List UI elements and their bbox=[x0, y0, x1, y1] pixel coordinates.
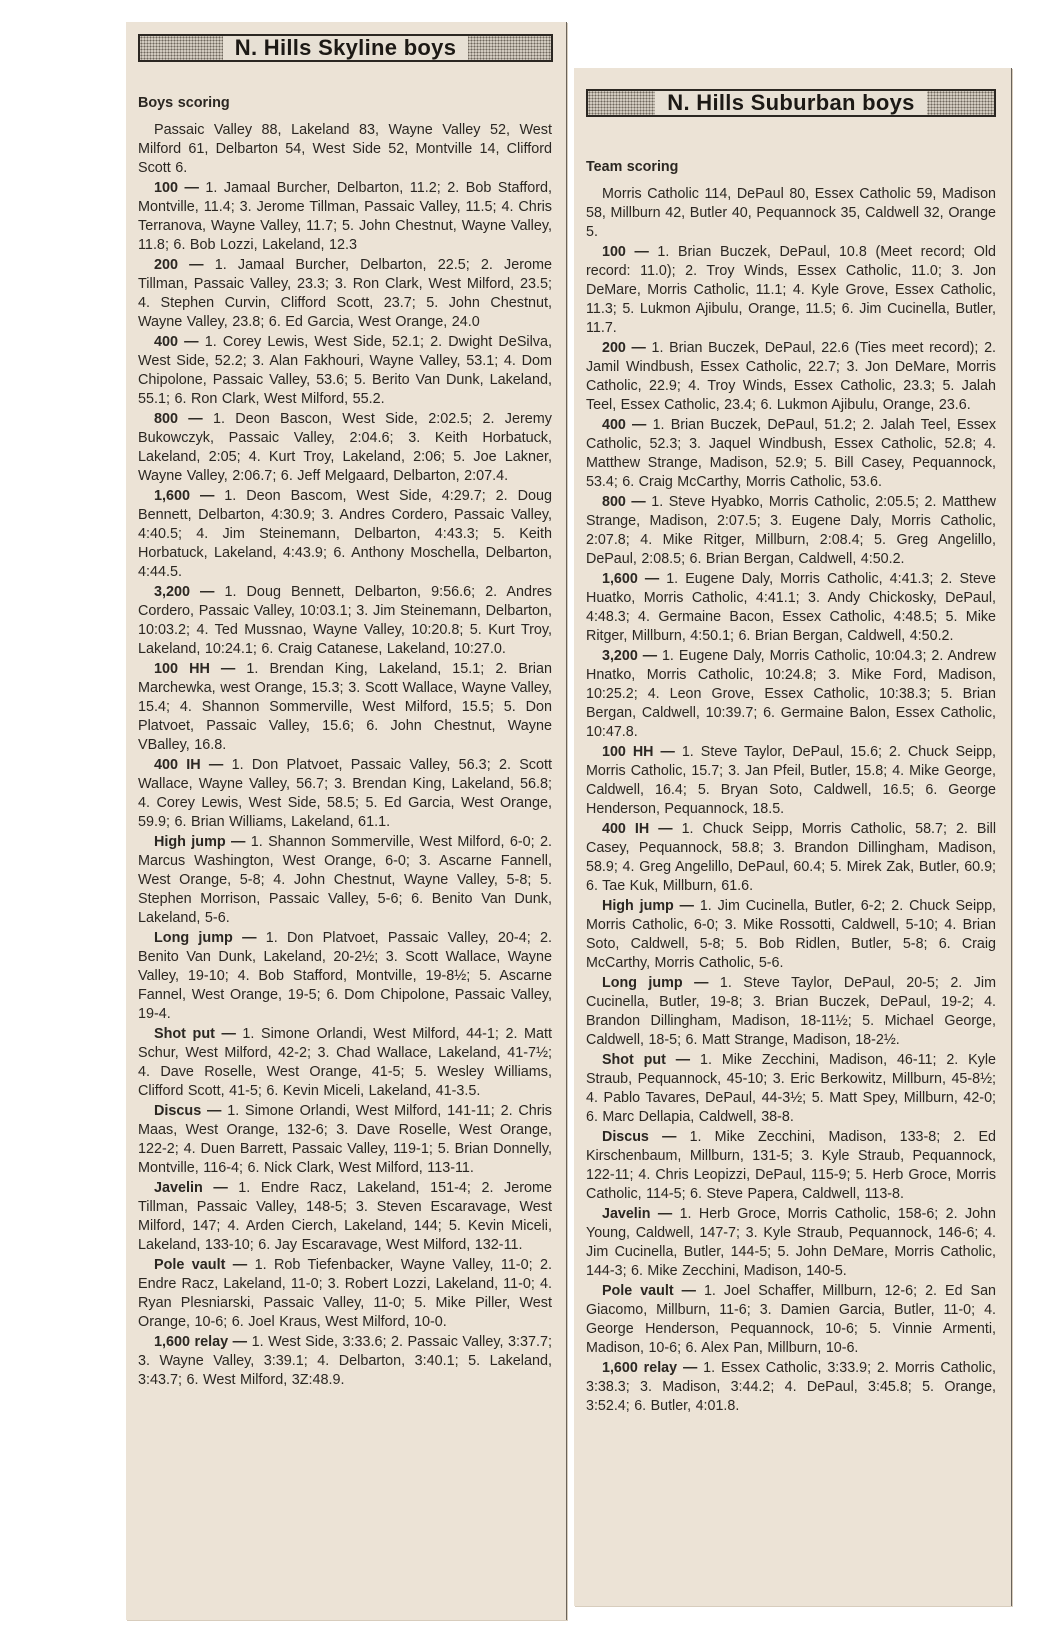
event-result bbox=[586, 647, 996, 742]
event-placings: 1. West Side, 3:33.6; 2. Passaic Valley, 3:37.7; 3. Wayne Valley, 3:39.1; 4. Delbarton, 3:40.1; 5. Lakeland, 3:43.7; 6. West Milford, 3Z:48.9. bbox=[138, 1334, 552, 1388]
event-placings: 1. Deon Bascon, West Side, 2:02.5; 2. Jeremy Bukowczyk, Passaic Valley, 2:04.6; 3. Keith Horbatuck, Lakeland, 2:05; 4. Kurt Troy, Lakeland, 2:06; 5. Joe Lakner, Wayne Valley, 2:06.7; 6. Jeff Melgaard, Delbarton, 2:07.4. bbox=[138, 411, 552, 484]
event-placings: 1. Mike Zecchini, Madison, 133-8; 2. Ed Kirschenbaum, Millburn, 131-5; 3. Kyle Straub, Pequannock, 122-11; 4. Chris Leopizzi, DePaul, 115-9; 5. Herb Groce, Morris Catholic, 114-5; 6. Steve Papera, Caldwell, 113-8. bbox=[586, 1129, 996, 1202]
event-result bbox=[586, 897, 996, 973]
event-placings: 1. Rob Tiefenbacker, Wayne Valley, 11-0; 2. Endre Racz, Lakeland, 11-0; 3. Robert Lozzi, Lakeland, 11-0; 4. Ryan Plesniarski, Passaic Valley, 11-0; 5. Mike Piller, West Orange, 10-6; 6. Joel Kraus, West Milford, 10-0. bbox=[138, 1257, 552, 1330]
event-name: Long jump — bbox=[154, 930, 257, 946]
event-name: Pole vault — bbox=[602, 1283, 696, 1299]
suburban-event-list bbox=[586, 243, 996, 1416]
event-placings: 1. Mike Zecchini, Madison, 46-11; 2. Kyle Straub, Pequannock, 45-10; 3. Eric Berkowitz, Millburn, 45-8½; 4. Pablo Tavares, DePaul, 44-3½; 5. Matt Spey, Millburn, 42-0; 6. Marc Dellapia, Caldwell, 38-8. bbox=[586, 1052, 996, 1125]
event-result bbox=[586, 1359, 996, 1416]
suburban-title-banner bbox=[586, 89, 996, 117]
event-placings: 1. Essex Catholic, 3:33.9; 2. Morris Catholic, 3:38.3; 3. Madison, 3:44.2; 4. DePaul, 3:45.8; 5. Orange, 3:52.4; 6. Butler, 4:01.8. bbox=[586, 1360, 996, 1414]
event-name: 400 IH — bbox=[602, 821, 673, 837]
suburban-results-column bbox=[586, 153, 996, 1417]
event-result bbox=[586, 974, 996, 1050]
event-name: 400 — bbox=[602, 417, 647, 433]
event-name: Javelin — bbox=[602, 1206, 673, 1222]
skyline-results-column bbox=[138, 89, 552, 1391]
event-placings: 1. Brendan King, Lakeland, 15.1; 2. Brian Marchewka, west Orange, 15.3; 3. Scott Wallace, Wayne Valley, 15.4; 4. Shannon Sommerville, West Milford, 15.5; 5. Don Platvoet, Passaic Valley, 15.6; 6. John Chestnut, Wayne VBalley, 16.8. bbox=[138, 661, 553, 753]
event-placings: 1. Doug Bennett, Delbarton, 9:56.6; 2. Andres Cordero, Passaic Valley, 10:03.1; 3. Jim Steinemann, Delbarton, 10:03.2; 4. Ted Mussnao, Wayne Valley, 10:20.8; 5. Kurt Troy, Lakeland, 10:24.1; 6. Craig Catanese, Lakeland, 10:27.0. bbox=[138, 584, 552, 657]
event-placings: 1. Jim Cucinella, Butler, 6-2; 2. Chuck Seipp, Morris Catholic, 6-0; 3. Mike Rossotti, Caldwell, 5-10; 4. Brian Soto, Caldwell, 5-8; 5. Bob Ridlen, Butler, 5-8; 6. Craig McCarthy, Morris Catholic, 5-6. bbox=[586, 898, 996, 971]
event-result bbox=[586, 743, 996, 819]
event-name: 400 IH — bbox=[154, 757, 224, 773]
event-result bbox=[586, 1205, 996, 1281]
event-result bbox=[138, 756, 552, 832]
event-result bbox=[138, 1102, 552, 1178]
event-result bbox=[586, 1051, 996, 1127]
event-result bbox=[586, 243, 996, 338]
suburban-team-scoring: Morris Catholic 114, DePaul 80, Essex Catholic 59, Madison 58, Millburn 42, Butler 40, Pequannock 35, Caldwell 32, Orange 5. bbox=[586, 186, 996, 240]
suburban-title: N. Hills Suburban boys bbox=[655, 91, 926, 115]
event-result bbox=[138, 833, 552, 928]
event-placings: 1. Brian Buczek, DePaul, 22.6 (Ties meet record); 2. Jamil Windbush, Essex Catholic, 22.7; 3. Jon DeMare, Morris Catholic, 22.9; 4. Troy Winds, Essex Catholic, 23.3; 5. Jalah Teel, Essex Catholic, 23.4; 6. Lukmon Ajibulu, Orange, 23.6. bbox=[586, 340, 996, 413]
event-placings: 1. Steve Taylor, DePaul, 20-5; 2. Jim Cucinella, Butler, 19-8; 3. Brian Buczek, DePaul, 19-2; 4. Brandon Dillingham, Madison, 18-11½; 5. Michael George, Caldwell, 18-5; 6. Matt Strange, Madison, 18-2½. bbox=[586, 975, 996, 1048]
event-placings: 1. Chuck Seipp, Morris Catholic, 58.7; 2. Bill Casey, Pequannock, 58.8; 3. Brandon Dillingham, Madison, 58.9; 4. Greg Angelillo, DePaul, 60.4; 5. Mirek Zak, Butler, 60.9; 6. Tae Kuk, Millburn, 61.6. bbox=[586, 821, 996, 894]
event-result bbox=[138, 583, 552, 659]
event-result bbox=[586, 339, 996, 415]
event-name: 200 — bbox=[154, 257, 204, 273]
event-placings: 1. Steve Taylor, DePaul, 15.6; 2. Chuck Seipp, Morris Catholic, 15.7; 3. Jan Pfeil, Butler, 15.8; 4. Mike George, Caldwell, 16.4; 5. Bryan Soto, Caldwell, 16.5; 6. George Henderson, Pequannock, 18.5. bbox=[586, 744, 997, 817]
event-result bbox=[138, 1256, 552, 1332]
skyline-team-scoring: Passaic Valley 88, Lakeland 83, Wayne Valley 52, West Milford 61, Delbarton 54, West Side 52, Montville 14, Clifford Scott 6. bbox=[138, 122, 552, 176]
event-result bbox=[586, 416, 996, 492]
event-result bbox=[138, 660, 552, 755]
event-placings: 1. Jamaal Burcher, Delbarton, 11.2; 2. Bob Stafford, Montville, 11.4; 3. Jerome Tillman, Passaic Valley, 11.5; 4. Chris Terranova, Wayne Valley, 11.7; 5. John Chestnut, Wayne Valley, 11.8; 6. Bob Lozzi, Lakeland, 12.3 bbox=[138, 180, 552, 253]
event-result bbox=[586, 493, 996, 569]
event-result bbox=[586, 1128, 996, 1204]
event-placings: 1. Deon Bascom, West Side, 4:29.7; 2. Doug Bennett, Delbarton, 4:30.9; 3. Andres Cordero, Passaic Valley, 4:40.5; 4. Jim Steinemann, Delbarton, 4:43.3; 5. Keith Horbatuck, Lakeland, 4:43.9; 6. Anthony Moschella, Delbarton, 4:44.5. bbox=[138, 488, 552, 580]
event-result bbox=[138, 1025, 552, 1101]
event-name: Long jump — bbox=[602, 975, 709, 991]
event-result bbox=[138, 256, 552, 332]
event-result bbox=[138, 487, 552, 582]
event-name: Shot put — bbox=[602, 1052, 691, 1068]
event-result bbox=[138, 179, 552, 255]
event-name: 3,200 — bbox=[154, 584, 215, 600]
event-placings: 1. Don Platvoet, Passaic Valley, 56.3; 2. Scott Wallace, Wayne Valley, 56.7; 3. Brendan King, Lakeland, 56.8; 4. Corey Lewis, West Side, 58.5; 5. Ed Garcia, West Orange, 59.9; 6. Brian Williams, Lakeland, 61.1. bbox=[138, 757, 552, 830]
event-name: Javelin — bbox=[154, 1180, 228, 1196]
event-placings: 1. Brian Buczek, DePaul, 10.8 (Meet record; Old record: 11.0); 2. Troy Winds, Essex Catholic, 11.0; 3. Jon DeMare, Morris Catholic, 11.1; 4. Kyle Grove, Essex Catholic, 11.3; 5. Lukmon Ajibulu, Orange, 11.5; 6. Jim Cucinella, Butler, 11.7. bbox=[586, 244, 996, 336]
event-placings: 1. Eugene Daly, Morris Catholic, 4:41.3; 2. Steve Huatko, Morris Catholic, 4:41.1; 3. Andy Chickosky, DePaul, 4:48.3; 4. Germaine Bacon, Essex Catholic, 4:48.5; 5. Mike Ritger, Millburn, 4:50.1; 6. Brian Bergan, Caldwell, 4:50.2. bbox=[586, 571, 997, 644]
event-result bbox=[138, 929, 552, 1024]
event-placings: 1. Jamaal Burcher, Delbarton, 22.5; 2. Jerome Tillman, Passaic Valley, 23.3; 3. Ron Clark, West Milford, 23.5; 4. Stephen Curvin, Clifford Scott, 23.7; 5. John Chestnut, Wayne Valley, 23.8; 6. Ed Garcia, West Orange, 24.0 bbox=[138, 257, 553, 330]
event-name: 100 — bbox=[602, 244, 649, 260]
event-name: 100 HH — bbox=[602, 744, 675, 760]
event-name: Pole vault — bbox=[154, 1257, 248, 1273]
event-name: 1,600 — bbox=[154, 488, 215, 504]
event-result bbox=[586, 570, 996, 646]
event-placings: 1. Joel Schaffer, Millburn, 12-6; 2. Ed San Giacomo, Millburn, 11-6; 3. Damien Garcia, Butler, 11-0; 4. George Henderson, Pequannock, 10-6; 5. Vinnie Armenti, Madison, 10-6; 6. Alex Pan, Millburn, 10-6. bbox=[586, 1283, 996, 1356]
event-result bbox=[138, 333, 552, 409]
event-name: High jump — bbox=[154, 834, 246, 850]
skyline-event-list bbox=[138, 179, 552, 1390]
event-result bbox=[138, 1333, 552, 1390]
suburban-clipping bbox=[574, 68, 1012, 1606]
event-result bbox=[586, 1282, 996, 1358]
event-result bbox=[138, 410, 552, 486]
event-placings: 1. Eugene Daly, Morris Catholic, 10:04.3; 2. Andrew Hnatko, Morris Catholic, 10:24.8; 3. Mike Ford, Madison, 10:25.2; 4. Leon Grove, Essex Catholic, 10:38.3; 5. Brian Bergan, Caldwell, 10:39.7; 6. Germaine Balon, Essex Catholic, 10:47.8. bbox=[586, 648, 996, 740]
event-result bbox=[586, 820, 996, 896]
event-name: 1,600 relay — bbox=[154, 1334, 248, 1350]
event-name: 100 HH — bbox=[154, 661, 236, 677]
event-name: Shot put — bbox=[154, 1026, 236, 1042]
event-placings: 1. Brian Buczek, DePaul, 51.2; 2. Jalah Teel, Essex Catholic, 52.3; 3. Jaquel Windbush, Essex Catholic, 52.8; 4. Matthew Strange, Madison, 52.9; 5. Bill Casey, Pequannock, 53.4; 6. Craig McCarthy, Morris Catholic, 53.6. bbox=[586, 417, 996, 490]
skyline-subheading: Boys scoring bbox=[138, 95, 230, 111]
event-name: 800 — bbox=[602, 494, 646, 510]
event-name: Discus — bbox=[602, 1129, 677, 1145]
event-name: 800 — bbox=[154, 411, 203, 427]
event-placings: 1. Shannon Sommerville, West Milford, 6-0; 2. Marcus Washington, West Orange, 6-0; 3. Ascarne Fannell, West Orange, 5-8; 4. John Chestnut, Wayne Valley, 5-8; 5. Stephen Morrison, Passaic Valley, 5-6; 6. Benito Van Dunk, Lakeland, 5-6. bbox=[138, 834, 553, 926]
event-result bbox=[138, 1179, 552, 1255]
event-placings: 1. Corey Lewis, West Side, 52.1; 2. Dwight DeSilva, West Side, 52.2; 3. Alan Fakhouri, Wayne Valley, 53.1; 4. Dom Chipolone, Passaic Valley, 53.6; 5. Berito Van Dunk, Lakeland, 55.1; 6. Ron Clark, West Milford, 55.2. bbox=[138, 334, 553, 407]
skyline-clipping bbox=[126, 22, 567, 1620]
event-name: 1,600 relay — bbox=[602, 1360, 698, 1376]
skyline-title-banner bbox=[138, 34, 553, 62]
event-name: 1,600 — bbox=[602, 571, 660, 587]
event-name: High jump — bbox=[602, 898, 694, 914]
event-name: 400 — bbox=[154, 334, 199, 350]
skyline-title: N. Hills Skyline boys bbox=[223, 36, 469, 60]
event-placings: 1. Endre Racz, Lakeland, 151-4; 2. Jerome Tillman, Passaic Valley, 148-5; 3. Steven Escaravage, West Milford, 147; 4. Arden Cierch, Lakeland, 144; 5. Kevin Miceli, Lakeland, 133-10; 6. Jay Escaravage, West Milford, 132-11. bbox=[138, 1180, 552, 1253]
event-name: 200 — bbox=[602, 340, 646, 356]
suburban-subheading: Team scoring bbox=[586, 159, 679, 175]
event-placings: 1. Don Platvoet, Passaic Valley, 20-4; 2. Benito Van Dunk, Lakeland, 20-2½; 3. Scott Wallace, Wayne Valley, 19-10; 4. Bob Stafford, Montville, 19-8½; 5. Ascarne Fannel, West Orange, 19-5; 6. Dom Chipolone, Passaic Valley, 19-4. bbox=[138, 930, 552, 1022]
event-name: 100 — bbox=[154, 180, 199, 196]
event-name: Discus — bbox=[154, 1103, 222, 1119]
event-placings: 1. Simone Orlandi, West Milford, 141-11; 2. Chris Maas, West Orange, 132-6; 3. Dave Roselle, West Orange, 122-2; 4. Duen Barrett, Passaic Valley, 119-1; 5. Brian Donnelly, Montville, 116-4; 6. Nick Clark, West Milford, 113-11. bbox=[138, 1103, 552, 1176]
event-placings: 1. Steve Hyabko, Morris Catholic, 2:05.5; 2. Matthew Strange, Madison, 2:07.5; 3. Eugene Daly, Morris Catholic, 2:07.8; 4. Mike Ritger, Millburn, 2:08.4; 5. Greg Angelillo, DePaul, 2:08.5; 6. Brian Bergan, Caldwell, 4:50.2. bbox=[586, 494, 997, 567]
event-name: 3,200 — bbox=[602, 648, 658, 664]
event-placings: 1. Herb Groce, Morris Catholic, 158-6; 2. John Young, Caldwell, 147-7; 3. Kyle Straub, Pequannock, 146-6; 4. Jim Cucinella, Butler, 144-5; 5. John DeMare, Morris Catholic, 144-3; 6. Mike Zecchini, Madison, 140-5. bbox=[586, 1206, 996, 1279]
event-placings: 1. Simone Orlandi, West Milford, 44-1; 2. Matt Schur, West Milford, 42-2; 3. Chad Wallace, Lakeland, 41-7½; 4. Dave Roselle, West Orange, 41-5; 5. Wesley Williams, Clifford Scott, 41-5; 6. Kevin Miceli, Lakeland, 41-3.5. bbox=[138, 1026, 553, 1099]
